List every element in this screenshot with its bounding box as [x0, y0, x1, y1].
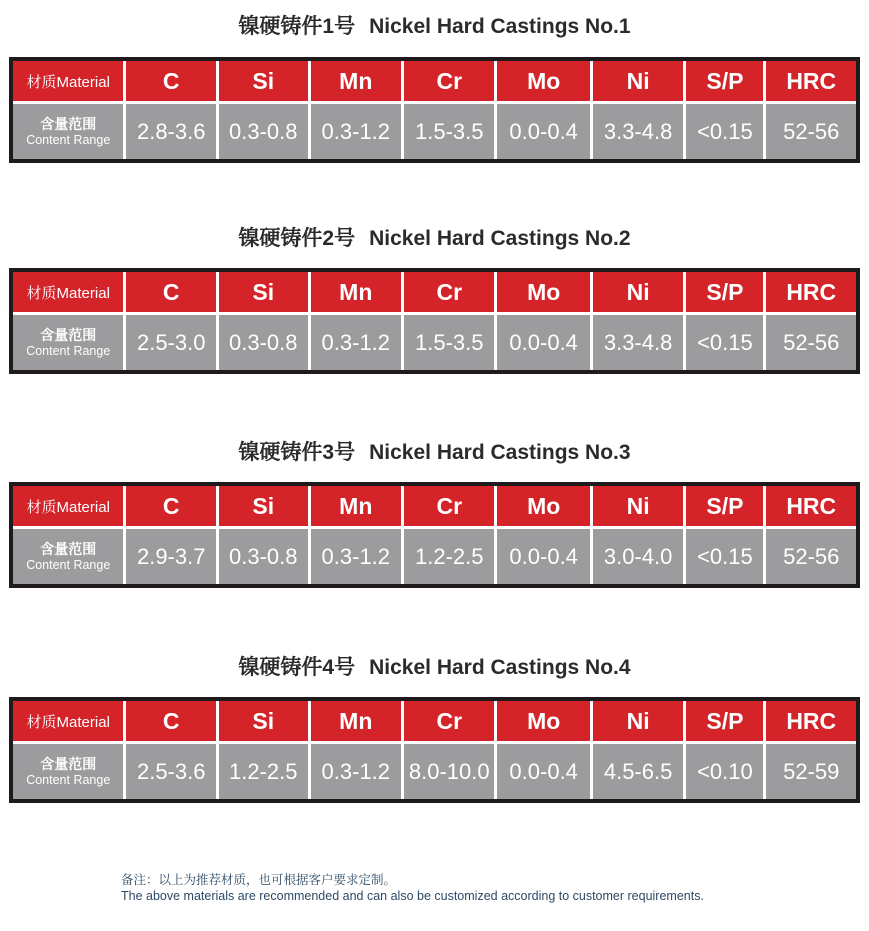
table-title	[0, 14, 869, 40]
column-header-mn: Mn	[311, 272, 401, 312]
column-header-ni: Ni	[593, 486, 683, 526]
value-c: 2.9-3.7	[126, 529, 216, 584]
column-header-ni: Ni	[593, 272, 683, 312]
value-mo: 0.0-0.4	[497, 744, 589, 799]
value-c: 2.5-3.0	[126, 315, 216, 370]
table-title	[0, 440, 869, 466]
spec-table-grid	[13, 272, 856, 370]
value-mo: 0.0-0.4	[497, 529, 589, 584]
spec-table	[9, 697, 860, 803]
row-label	[13, 315, 123, 370]
column-header-c: C	[126, 486, 216, 526]
value-mn: 0.3-1.2	[311, 104, 401, 159]
value-c: 2.5-3.6	[126, 744, 216, 799]
row-label-zh: 含量范围	[40, 326, 97, 343]
value-ni: 3.3-4.8	[593, 104, 683, 159]
column-header-hrc: HRC	[766, 61, 856, 101]
row-label-en: Content Range	[26, 132, 111, 147]
column-header-mo: Mo	[497, 701, 589, 741]
value-hrc: 52-59	[766, 744, 856, 799]
column-header-mo: Mo	[497, 486, 589, 526]
column-header-cr: Cr	[404, 486, 494, 526]
value-c: 2.8-3.6	[126, 104, 216, 159]
value-mo: 0.0-0.4	[497, 104, 589, 159]
column-header-cr: Cr	[404, 701, 494, 741]
value-mn: 0.3-1.2	[311, 529, 401, 584]
table-title	[0, 226, 869, 252]
spec-table	[9, 57, 860, 163]
value-sp: <0.15	[686, 529, 763, 584]
value-si: 0.3-0.8	[219, 315, 308, 370]
row-label-en: Content Range	[26, 772, 111, 787]
column-header-material: 材质Material	[13, 701, 123, 741]
value-cr: 1.2-2.5	[404, 529, 494, 584]
column-header-ni: Ni	[593, 61, 683, 101]
column-header-c: C	[126, 272, 216, 312]
value-sp: <0.15	[686, 315, 763, 370]
column-header-si: Si	[219, 486, 308, 526]
value-cr: 8.0-10.0	[404, 744, 494, 799]
table-title-zh: 镍硬铸件2号	[238, 227, 356, 250]
value-cr: 1.5-3.5	[404, 104, 494, 159]
table-title-en: Nickel Hard Castings No.4	[369, 656, 631, 679]
value-mn: 0.3-1.2	[311, 315, 401, 370]
table-title-zh: 镍硬铸件3号	[238, 441, 356, 464]
column-header-cr: Cr	[404, 272, 494, 312]
value-ni: 3.0-4.0	[593, 529, 683, 584]
column-header-hrc: HRC	[766, 701, 856, 741]
column-header-sp: S/P	[686, 61, 763, 101]
spec-table-grid	[13, 61, 856, 159]
column-header-material: 材质Material	[13, 61, 123, 101]
column-header-material: 材质Material	[13, 486, 123, 526]
column-header-mn: Mn	[311, 61, 401, 101]
value-ni: 3.3-4.8	[593, 315, 683, 370]
value-si: 0.3-0.8	[219, 104, 308, 159]
column-header-sp: S/P	[686, 701, 763, 741]
value-cr: 1.5-3.5	[404, 315, 494, 370]
table-title	[0, 655, 869, 681]
value-hrc: 52-56	[766, 529, 856, 584]
value-hrc: 52-56	[766, 104, 856, 159]
column-header-mo: Mo	[497, 272, 589, 312]
value-mn: 0.3-1.2	[311, 744, 401, 799]
value-hrc: 52-56	[766, 315, 856, 370]
row-label-zh: 含量范围	[40, 755, 97, 772]
spec-table-grid	[13, 486, 856, 584]
column-header-ni: Ni	[593, 701, 683, 741]
column-header-cr: Cr	[404, 61, 494, 101]
column-header-material: 材质Material	[13, 272, 123, 312]
column-header-si: Si	[219, 272, 308, 312]
note-en: The above materials are recommended and can also be customized according to customer requirements.	[121, 888, 704, 903]
row-label-zh: 含量范围	[40, 540, 97, 557]
value-ni: 4.5-6.5	[593, 744, 683, 799]
spec-table-grid	[13, 701, 856, 799]
row-label-en: Content Range	[26, 343, 111, 358]
column-header-sp: S/P	[686, 486, 763, 526]
column-header-sp: S/P	[686, 272, 763, 312]
row-label-zh: 含量范围	[40, 115, 97, 132]
row-label-en: Content Range	[26, 557, 111, 572]
spec-table	[9, 482, 860, 588]
row-label	[13, 529, 123, 584]
column-header-c: C	[126, 61, 216, 101]
row-label	[13, 104, 123, 159]
spec-table	[9, 268, 860, 374]
value-sp: <0.15	[686, 104, 763, 159]
column-header-si: Si	[219, 61, 308, 101]
table-title-en: Nickel Hard Castings No.2	[369, 227, 631, 250]
value-mo: 0.0-0.4	[497, 315, 589, 370]
value-si: 1.2-2.5	[219, 744, 308, 799]
column-header-mn: Mn	[311, 486, 401, 526]
table-title-zh: 镍硬铸件1号	[238, 15, 356, 38]
column-header-mo: Mo	[497, 61, 589, 101]
row-label	[13, 744, 123, 799]
column-header-hrc: HRC	[766, 272, 856, 312]
table-title-zh: 镍硬铸件4号	[238, 656, 356, 679]
table-title-en: Nickel Hard Castings No.1	[369, 15, 631, 38]
value-sp: <0.10	[686, 744, 763, 799]
value-si: 0.3-0.8	[219, 529, 308, 584]
column-header-c: C	[126, 701, 216, 741]
column-header-si: Si	[219, 701, 308, 741]
note-zh: 备注：以上为推荐材质，也可根据客户要求定制。	[121, 873, 397, 887]
table-title-en: Nickel Hard Castings No.3	[369, 441, 631, 464]
column-header-hrc: HRC	[766, 486, 856, 526]
column-header-mn: Mn	[311, 701, 401, 741]
note	[121, 873, 704, 904]
